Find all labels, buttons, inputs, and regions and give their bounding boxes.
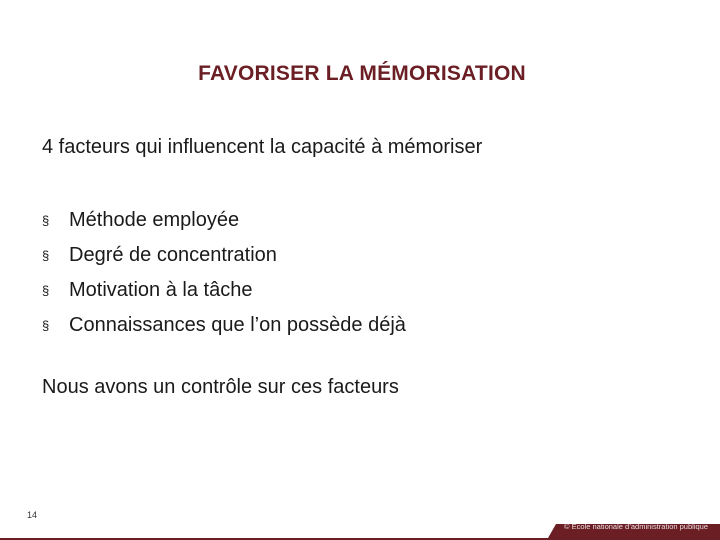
conclusion-text: Nous avons un contrôle sur ces facteurs	[42, 376, 399, 398]
bullet-marker: §	[42, 248, 50, 263]
bullet-list	[42, 203, 406, 343]
bullet-text: Connaissances que l’on possède déjà	[69, 314, 406, 336]
list-item	[42, 203, 406, 238]
slide-title: FAVORISER LA MÉMORISATION	[198, 62, 526, 85]
copyright-notice: © École nationale d’administration publique	[564, 522, 708, 531]
bullet-text: Degré de concentration	[69, 244, 277, 266]
list-item	[42, 238, 406, 273]
bullet-text: Motivation à la tâche	[69, 279, 253, 301]
list-item	[42, 273, 406, 308]
page-number: 14	[27, 510, 38, 520]
bullet-text: Méthode employée	[69, 209, 240, 231]
bullet-marker: §	[42, 213, 50, 228]
bullet-marker: §	[42, 318, 50, 333]
list-item	[42, 308, 406, 343]
bullet-marker: §	[42, 283, 50, 298]
intro-text: 4 facteurs qui influencent la capacité à mémoriser	[42, 136, 483, 158]
